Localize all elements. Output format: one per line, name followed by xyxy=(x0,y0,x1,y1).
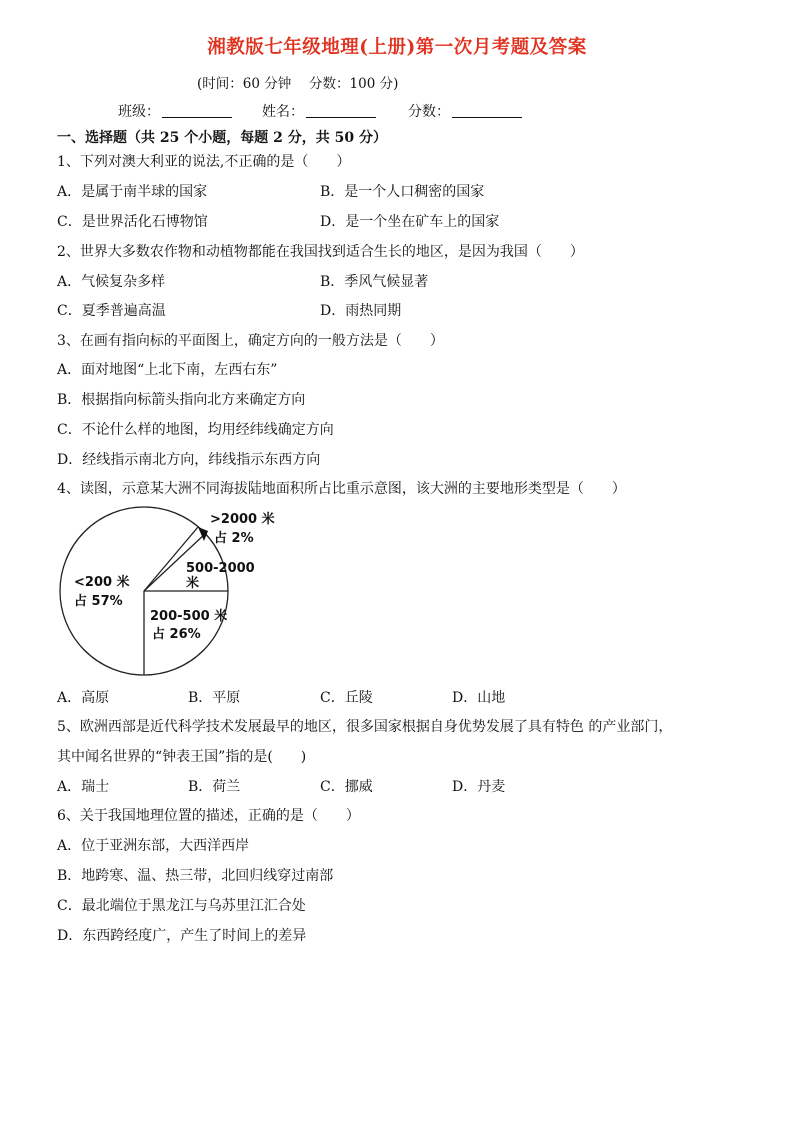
exam-meta: (时间：60 分钟 分数：100 分) xyxy=(197,76,399,92)
question-1-option-b[interactable]: B．是一个人口稠密的国家 xyxy=(320,184,485,200)
question-1-option-a[interactable]: A．是属于南半球的国家 xyxy=(57,184,208,200)
question-6-option-b[interactable]: B．地跨寒、温、热三带，北回归线穿过南部 xyxy=(57,868,334,884)
name-field[interactable] xyxy=(262,101,376,121)
question-4-option-b[interactable]: B．平原 xyxy=(188,690,241,706)
question-2-option-a[interactable]: A．气候复杂多样 xyxy=(57,274,166,290)
page-title: 湘教版七年级地理(上册)第一次月考题及答案 xyxy=(207,37,587,58)
question-2-stem: 2、世界大多数农作物和动植物都能在我国找到适合生长的地区，是因为我国（ ） xyxy=(57,244,584,260)
section-heading: 一、选择题（共 25 个小题，每题 2 分，共 50 分） xyxy=(57,130,387,146)
question-6-option-c[interactable]: C．最北端位于黑龙江与乌苏里江汇合处 xyxy=(57,898,306,914)
question-1-option-d[interactable]: D．是一个坐在矿车上的国家 xyxy=(320,214,500,230)
question-4-option-d[interactable]: D．山地 xyxy=(452,690,506,706)
question-5-option-a[interactable]: A．瑞士 xyxy=(57,779,110,795)
question-5-stem-line-1: 5、欧洲西部是近代科学技术发展最早的地区，很多国家根据自身优势发展了具有特色 的产业部门， xyxy=(57,719,673,735)
class-field[interactable] xyxy=(118,101,232,121)
score-label: 分数： xyxy=(408,104,450,120)
class-label: 班级： xyxy=(118,104,160,120)
name-label: 姓名： xyxy=(262,104,304,120)
question-5-stem-line-2: 其中闻名世界的“钟表王国”指的是( ) xyxy=(57,749,307,765)
question-6-option-d[interactable]: D．东西跨经度广，产生了时间上的差异 xyxy=(57,928,307,944)
slice-label-lt200-top: <200 米 xyxy=(74,575,130,590)
question-4-option-c[interactable]: C．丘陵 xyxy=(320,690,373,706)
question-4-stem: 4、读图，示意某大洲不同海拔陆地面积所占比重示意图，该大洲的主要地形类型是（ ） xyxy=(57,481,626,497)
question-1-option-c[interactable]: C．是世界活化石博物馆 xyxy=(57,214,208,230)
question-3-option-c[interactable]: C．不论什么样的地图，均用经纬线确定方向 xyxy=(57,422,334,438)
question-2-option-b[interactable]: B．季风气候显著 xyxy=(320,274,429,290)
question-5-option-d[interactable]: D．丹麦 xyxy=(452,779,506,795)
slice-label-gt2000-bottom: 占 2% xyxy=(214,531,254,546)
question-3-option-a[interactable]: A．面对地图“上北下南，左西右东” xyxy=(57,362,278,378)
score-field[interactable] xyxy=(408,101,522,121)
slice-label-500-2000-top: 500-2000 xyxy=(186,561,255,576)
question-2-option-d[interactable]: D．雨热同期 xyxy=(320,303,402,319)
score-blank[interactable] xyxy=(452,103,522,118)
name-blank[interactable] xyxy=(306,103,376,118)
question-2-option-c[interactable]: C．夏季普遍高温 xyxy=(57,303,166,319)
question-3-option-b[interactable]: B．根据指向标箭头指向北方来确定方向 xyxy=(57,392,306,408)
slice-label-lt200-bottom: 占 57% xyxy=(74,594,123,609)
question-4-option-a[interactable]: A．高原 xyxy=(57,690,110,706)
question-1-stem: 1、下列对澳大利亚的说法,不正确的是（ ） xyxy=(57,154,351,170)
class-blank[interactable] xyxy=(162,103,232,118)
question-5-option-b[interactable]: B．荷兰 xyxy=(188,779,241,795)
question-3-option-d[interactable]: D．经线指示南北方向，纬线指示东西方向 xyxy=(57,452,321,468)
question-6-option-a[interactable]: A．位于亚洲东部，大西洋西岸 xyxy=(57,838,250,854)
slice-label-gt2000-top: >2000 米 xyxy=(210,512,275,527)
slice-label-200-500-top: 200-500 米 xyxy=(150,609,228,624)
slice-label-200-500-bottom: 占 26% xyxy=(152,627,201,642)
question-3-stem: 3、在画有指向标的平面图上，确定方向的一般方法是（ ） xyxy=(57,333,444,349)
slice-label-500-2000-bottom: 米 xyxy=(186,576,200,591)
question-6-stem: 6、关于我国地理位置的描述，正确的是（ ） xyxy=(57,808,360,824)
question-5-option-c[interactable]: C．挪威 xyxy=(320,779,373,795)
elevation-pie-chart xyxy=(58,505,275,685)
